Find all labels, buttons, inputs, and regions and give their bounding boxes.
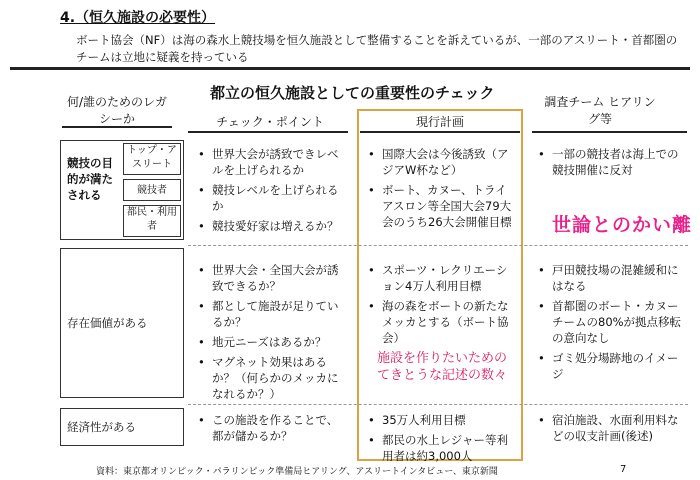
row3-label: 経済性がある: [67, 420, 136, 434]
survey-list-row3: [538, 412, 688, 448]
plan-handwritten-note: 施設を作りたいためのてきとうな記述の数々: [376, 351, 507, 383]
check-list-row3: [198, 412, 348, 448]
sub-competitor: [123, 179, 181, 201]
plan-list-row2: [368, 262, 516, 350]
sub-top-athlete: [123, 143, 181, 175]
row1-box: [60, 140, 184, 240]
survey-item: • 首都圏のボート・カヌーチームの80%が拠点移転の意向なし: [538, 298, 688, 346]
plan-item: • 海の森をボートの新たなメッカとする（ボート協会）: [368, 298, 516, 346]
plan-item: • 国際大会は今後誘致（アジアW杯など）: [368, 146, 516, 178]
col-plan-header: 現行計画: [415, 115, 464, 129]
check-item: • 世界大会・全国大会が誘致できるか？: [198, 262, 348, 294]
plan-item: • スポーツ・レクリエーション4万人利用目標: [368, 262, 516, 294]
header-divider: [10, 67, 690, 70]
table-title: 都立の恒久施設としての重要性のチェック: [210, 84, 495, 102]
row2-label: 存在価値がある: [67, 316, 148, 330]
public-opinion-gap-note: 世論とのかい離: [552, 214, 693, 236]
plan-list-row3: [368, 412, 516, 468]
check-item: • 世界大会が誘致できレベルを上げられるか: [198, 146, 348, 178]
plan-item: • 都民の水上レジャー等利用者は約3,000人: [368, 432, 516, 464]
check-item: • 地元ニーズはあるか？: [198, 334, 348, 350]
survey-list-row1: [538, 146, 688, 182]
row1-label: 競技の目的が満たされる: [67, 156, 113, 202]
sub-citizen-label: 都民・利用者: [127, 207, 177, 232]
sub-top-athlete-label: トップ・アスリート: [127, 145, 177, 170]
check-item: • この施設を作ることで、都が儲かるか？: [198, 412, 348, 444]
slide-title: 4.（恒久施設の必要性）: [60, 10, 216, 26]
row3-box: [60, 408, 184, 446]
row2-box: [60, 248, 184, 398]
sub-competitor-label: 競技者: [137, 185, 167, 196]
row-separator-1: [188, 245, 688, 246]
col-check-header: チェック・ポイント: [216, 115, 324, 129]
plan-item: • 35万人利用目標: [368, 412, 516, 428]
survey-item: • 一部の競技者は海上での競技開催に反対: [538, 146, 688, 178]
col-survey-header: 調査チーム ヒアリング等: [544, 95, 656, 126]
plan-list-row1: [368, 146, 516, 234]
check-list-row2: [198, 262, 348, 406]
page-number: 7: [620, 464, 627, 475]
intro-text: ボート協会（NF）は海の森水上競技場を恒久施設として整備することを訴えているが、一部のアスリート・首都圏のチームは立地に疑義を持っている: [76, 33, 678, 64]
survey-item: • 宿泊施設、水面利用料などの収支計画(後述): [538, 412, 688, 444]
survey-item: • ゴミ処分場跡地のイメージ: [538, 350, 688, 382]
survey-list-row2: [538, 262, 688, 386]
survey-item: • 戸田競技場の混雑緩和にはなる: [538, 262, 688, 294]
col-survey-underline: [532, 131, 687, 133]
check-item: • マグネット効果はあるか？（何らかのメッカになれるか？）: [198, 354, 348, 402]
sub-citizen: [123, 205, 181, 237]
col-check-underline: [188, 131, 348, 133]
check-list-row1: [198, 146, 348, 238]
check-item: • 競技愛好家は増えるか？: [198, 218, 348, 234]
check-item: • 都として施設が足りているか？: [198, 298, 348, 330]
plan-item: • ボート、カヌー、トライアスロン等全国大会79大会のうち26大会開催目標: [368, 182, 516, 230]
col-legacy-underline: [62, 126, 172, 128]
col-legacy-header: 何/誰のためのレガシーか: [66, 95, 168, 126]
source-note: 資料：東京都オリンピック・パラリンピック準備局ヒアリング、アスリートインタビュー、東京新聞: [96, 467, 498, 477]
check-item: • 競技レベルを上げられるか: [198, 182, 348, 214]
